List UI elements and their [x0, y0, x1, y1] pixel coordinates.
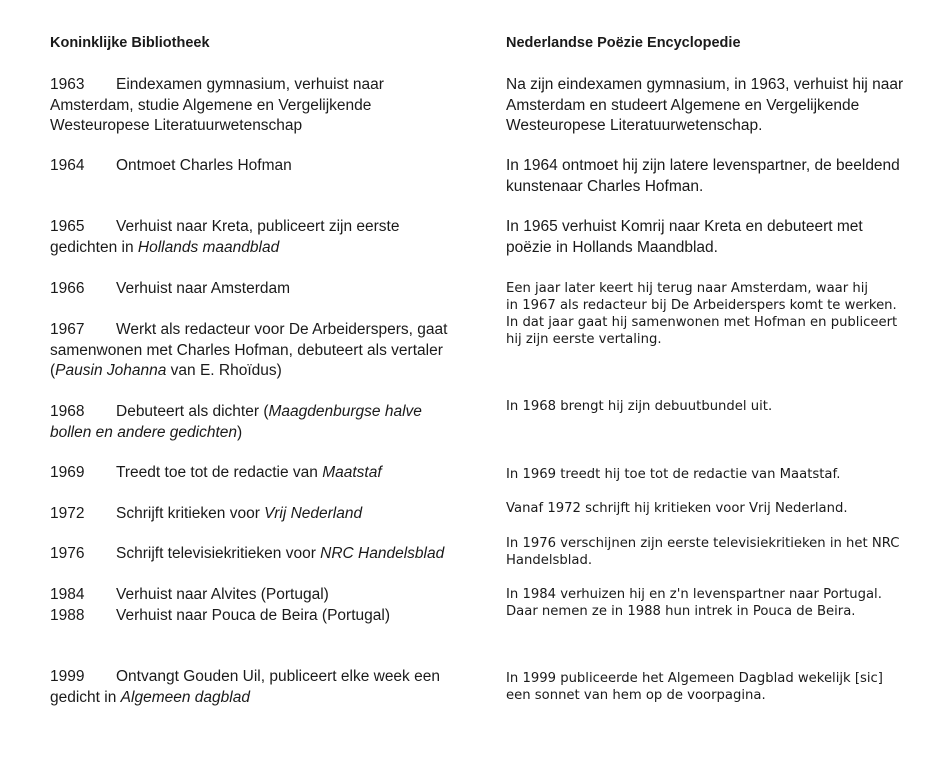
entry-year: 1976 [50, 545, 85, 562]
entry-text: Verhuist naar Alvites (Portugal) [116, 586, 329, 603]
entry-text: Werkt als redacteur voor De Arbeiderspers, gaat samenwonen met Charles Hofman, debuteert als vertaler ( [50, 321, 448, 379]
entry-year: 1964 [50, 157, 85, 174]
entry-year: 1963 [50, 76, 85, 93]
timeline-entry-1968 [50, 402, 460, 443]
timeline-entry-1965 [50, 217, 460, 258]
timeline-entry-1967 [50, 320, 460, 382]
column-heading: Nederlandse Poëzie Encyclopedie [506, 35, 741, 51]
timeline-entry-1964 [50, 156, 460, 177]
entry-year: 1965 [50, 218, 85, 235]
entry-text: Eindexamen gymnasium, verhuist naar Amsterdam, studie Algemene en Vergelijkende Westeuropese Literatuurwetenschap [50, 76, 384, 134]
encyclopedie-entry-1968: In 1968 brengt hij zijn debuutbundel uit. [506, 399, 773, 414]
encyclopedie-entry-1972: Vanaf 1972 schrijft hij kritieken voor Vrij Nederland. [506, 501, 848, 516]
timeline-entry-1972 [50, 504, 460, 525]
entry-year: 1967 [50, 321, 85, 338]
entry-text: Schrijft kritieken voor [116, 505, 265, 522]
entry-text: Treedt toe tot de redactie van [116, 464, 323, 481]
entry-year: 1969 [50, 464, 85, 481]
timeline-entry-1999 [50, 667, 460, 708]
column-heading: Koninklijke Bibliotheek [50, 35, 210, 51]
entry-year: 1968 [50, 403, 85, 420]
encyclopedie-entry-1969: In 1969 treedt hij toe tot de redactie van Maatstaf. [506, 467, 841, 482]
entry-line: Een jaar later keert hij terug naar Amsterdam, waar hij [506, 281, 869, 296]
encyclopedie-entry-1999: In 1999 publiceerde het Algemeen Dagblad wekelijk [sic] een sonnet van hem op de voorpagina. [506, 671, 883, 703]
entry-text-tail: ) [237, 423, 243, 441]
timeline-entry-1963 [50, 75, 460, 137]
encyclopedie-entry-1966-1967 [506, 280, 906, 348]
encyclopedie-entry-1976: In 1976 verschijnen zijn eerste televisiekritieken in het NRC Handelsblad. [506, 536, 900, 568]
entry-text: Ontvangt Gouden Uil, publiceert elke week een gedicht in [50, 668, 440, 706]
timeline-entry-1984 [50, 585, 460, 606]
entry-italic-title: Hollands maandblad [137, 238, 280, 256]
entry-year: 1988 [50, 607, 85, 624]
encyclopedie-entry-1964: In 1964 ontmoet hij zijn latere levenspartner, de beeldend kunstenaar Charles Hofman. [506, 157, 900, 195]
encyclopedie-entry-1965: In 1965 verhuist Komrij naar Kreta en debuteert met poëzie in Hollands Maandblad. [506, 218, 863, 256]
entry-italic-title: NRC Handelsblad [320, 545, 445, 562]
entry-italic-title: Algemeen dagblad [120, 688, 250, 706]
entry-italic-title: Maagdenburgse halve bollen en andere gedichten [50, 403, 422, 441]
timeline-entry-1988 [50, 606, 460, 627]
entry-text: Verhuist naar Kreta, publiceert zijn eerste gedichten in [50, 218, 400, 256]
entry-year: 1984 [50, 586, 85, 603]
entry-text: Ontmoet Charles Hofman [116, 157, 292, 174]
entry-italic-title: Maatstaf [322, 464, 382, 481]
entry-text: Schrijft televisiekritieken voor [116, 545, 321, 562]
entry-italic-title: Vrij Nederland [264, 505, 363, 522]
timeline-entry-1976 [50, 544, 460, 565]
entry-text: Verhuist naar Pouca de Beira (Portugal) [116, 607, 390, 624]
timeline-entry-1969 [50, 463, 460, 484]
entry-text-tail: van E. Rhoïdus) [166, 362, 282, 379]
encyclopedie-entry-1963: Na zijn eindexamen gymnasium, in 1963, verhuist hij naar Amsterdam en studeert Algemene en Vergelijkende Westeuropese Literatuurwetenschap. [506, 76, 904, 134]
entry-text: Verhuist naar Amsterdam [116, 280, 291, 297]
entry-italic-title: Pausin Johanna [55, 362, 167, 379]
entry-text: Debuteert als dichter ( [116, 403, 269, 420]
entry-year: 1972 [50, 505, 85, 522]
entry-line: in 1967 als redacteur bij De Arbeiderspers komt te werken. In dat jaar gaat hij samenwonen met Hofman en publiceert hij zijn eerste vertaling. [506, 298, 898, 347]
encyclopedie-entry-1984-1988: In 1984 verhuizen hij en z'n levenspartner naar Portugal. Daar nemen ze in 1988 hun intrek in Pouca de Beira. [506, 587, 882, 619]
entry-year: 1966 [50, 280, 85, 297]
entry-year: 1999 [50, 668, 85, 685]
timeline-entry-1966 [50, 279, 460, 300]
